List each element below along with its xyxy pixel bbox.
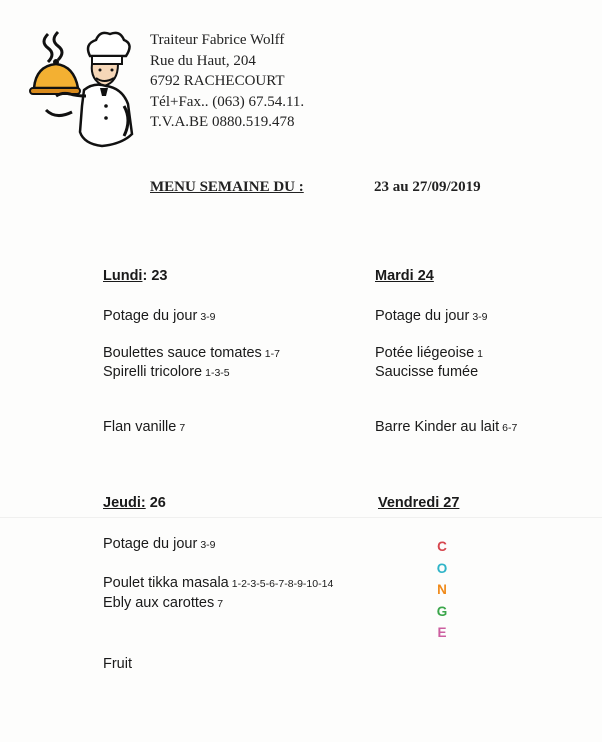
menu-item-text: Potée liégeoise: [375, 345, 475, 361]
conge-letter: O: [436, 560, 448, 576]
menu-item: [103, 419, 185, 435]
allergen-codes: 1-2-3-5-6-7-8-9-10-14: [231, 578, 334, 590]
menu-item: [103, 536, 216, 552]
menu-item: [103, 595, 223, 611]
menu-item-text: Potage du jour: [375, 308, 470, 324]
day-heading-mardi: [375, 268, 434, 284]
day-heading-vendredi: [378, 495, 459, 511]
conge-letter: N: [437, 582, 447, 597]
day-number: 26: [149, 495, 166, 511]
menu-item-text: Potage du jour: [103, 308, 198, 324]
menu-item-text: Saucisse fumée: [375, 364, 479, 380]
allergen-codes: 3-9: [200, 539, 216, 551]
menu-item: [375, 419, 517, 435]
day-name: Lundi: [103, 268, 143, 284]
menu-item: [375, 308, 488, 324]
menu-item-text: Boulettes sauce tomates: [103, 345, 262, 361]
menu-title: MENU SEMAINE DU :: [150, 179, 304, 195]
menu-item-text: Barre Kinder au lait: [375, 419, 500, 435]
allergen-codes: 7: [179, 422, 186, 434]
company-header: [150, 30, 304, 133]
conge-letter: G: [436, 603, 448, 619]
conge-letter: C: [437, 539, 447, 554]
menu-item: [375, 345, 483, 361]
menu-dates: 23 au 27/09/2019: [374, 179, 481, 195]
day-number: 23: [151, 268, 168, 284]
allergen-codes: 1: [477, 348, 484, 360]
company-phone: Tél+Fax.. (063) 67.54.11.: [150, 93, 305, 110]
menu-item-text: Spirelli tricolore: [103, 364, 203, 380]
menu-item-text: Potage du jour: [103, 536, 198, 552]
menu-item: [375, 364, 478, 380]
day-separator: :: [142, 268, 148, 284]
menu-item: [103, 575, 333, 591]
menu-item-text: Flan vanille: [103, 419, 177, 435]
conge-letter: E: [437, 625, 447, 640]
company-city: 6792 RACHECOURT: [150, 73, 285, 89]
menu-item: [103, 345, 280, 361]
allergen-codes: 6-7: [502, 422, 518, 434]
company-name: Traiteur Fabrice Wolff: [150, 32, 285, 48]
menu-item: [103, 656, 132, 672]
allergen-codes: 1-7: [264, 348, 280, 360]
allergen-codes: 1-3-5: [205, 367, 230, 379]
company-street: Rue du Haut, 204: [150, 52, 256, 69]
allergen-codes: 7: [217, 598, 224, 610]
day-heading-lundi: [103, 268, 167, 284]
day-name: Mardi 24: [375, 268, 434, 284]
day-name: Jeudi:: [103, 495, 146, 511]
day-heading-jeudi: [103, 495, 166, 511]
scan-artifact-line: [0, 517, 602, 518]
conge-vertical-text: [434, 536, 450, 644]
allergen-codes: 3-9: [200, 311, 216, 323]
day-name: Vendredi 27: [378, 495, 460, 511]
menu-item-text: Ebly aux carottes: [103, 595, 215, 611]
menu-item: [103, 308, 216, 324]
company-vat: T.V.A.BE 0880.519.478: [150, 114, 295, 130]
chef-with-serving-dish-icon: [28, 30, 136, 148]
menu-item-text: Poulet tikka masala: [103, 575, 229, 591]
menu-item-text: Fruit: [103, 656, 132, 672]
menu-item: [103, 364, 230, 380]
allergen-codes: 3-9: [472, 311, 488, 323]
